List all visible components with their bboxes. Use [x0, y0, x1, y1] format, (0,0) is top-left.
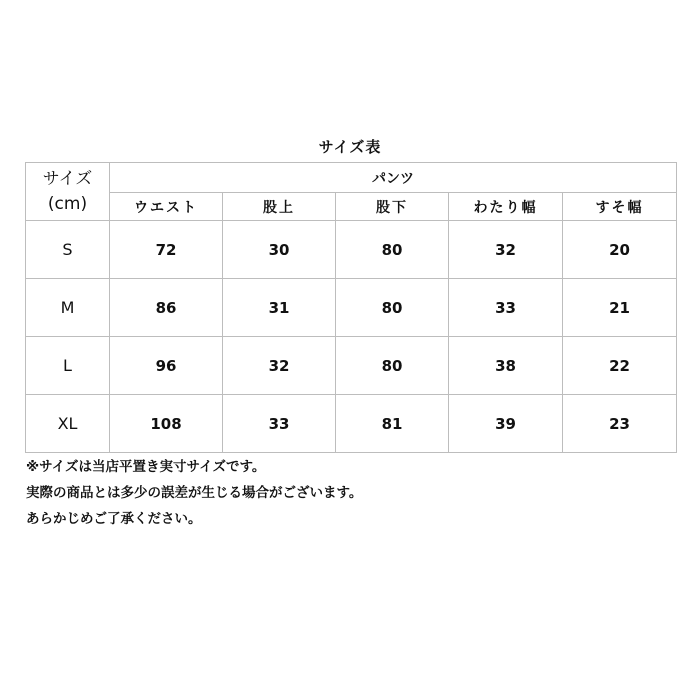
table-cell: 38 [449, 337, 563, 395]
table-cell: 22 [563, 337, 677, 395]
table-cell: 96 [110, 337, 223, 395]
column-header-inseam: 股下 [336, 193, 449, 221]
table-cell: 30 [223, 221, 336, 279]
page-title: サイズ表 [318, 138, 382, 156]
size-unit-header-cell [26, 163, 110, 221]
note-line: 実際の商品とは多少の誤差が生じる場合がございます。 [26, 485, 363, 501]
unit-header-label: (cm) [47, 193, 88, 214]
table-cell: 80 [336, 221, 449, 279]
size-table [25, 162, 677, 453]
column-header-thigh-width: わたり幅 [449, 193, 563, 221]
table-row [26, 279, 677, 337]
table-cell: 23 [563, 395, 677, 453]
table-row [26, 221, 677, 279]
column-header-hem-width: すそ幅 [563, 193, 677, 221]
table-cell: 80 [336, 279, 449, 337]
table-cell: 32 [449, 221, 563, 279]
table-cell: 33 [449, 279, 563, 337]
table-cell: 72 [110, 221, 223, 279]
table-cell: 33 [223, 395, 336, 453]
table-cell: 81 [336, 395, 449, 453]
table-cell: 108 [110, 395, 223, 453]
column-header-row [26, 193, 677, 221]
size-label-cell: L [26, 337, 110, 395]
notes-block [26, 454, 362, 532]
table-row [26, 337, 677, 395]
table-cell: 39 [449, 395, 563, 453]
table-row [26, 395, 677, 453]
size-label-cell: S [26, 221, 110, 279]
table-cell: 80 [336, 337, 449, 395]
table-cell: 32 [223, 337, 336, 395]
column-header-waist: ウエスト [110, 193, 223, 221]
size-label-cell: XL [26, 395, 110, 453]
pants-group-header: パンツ [110, 163, 677, 193]
size-header-label: サイズ [42, 168, 93, 189]
group-header-row [26, 163, 677, 193]
table-cell: 31 [223, 279, 336, 337]
size-label-cell: M [26, 279, 110, 337]
table-cell: 20 [563, 221, 677, 279]
table-cell: 86 [110, 279, 223, 337]
table-cell: 21 [563, 279, 677, 337]
note-line: ※サイズは当店平置き実寸サイズです。 [26, 459, 266, 475]
column-header-rise: 股上 [223, 193, 336, 221]
note-line: あらかじめご了承ください。 [26, 511, 202, 527]
